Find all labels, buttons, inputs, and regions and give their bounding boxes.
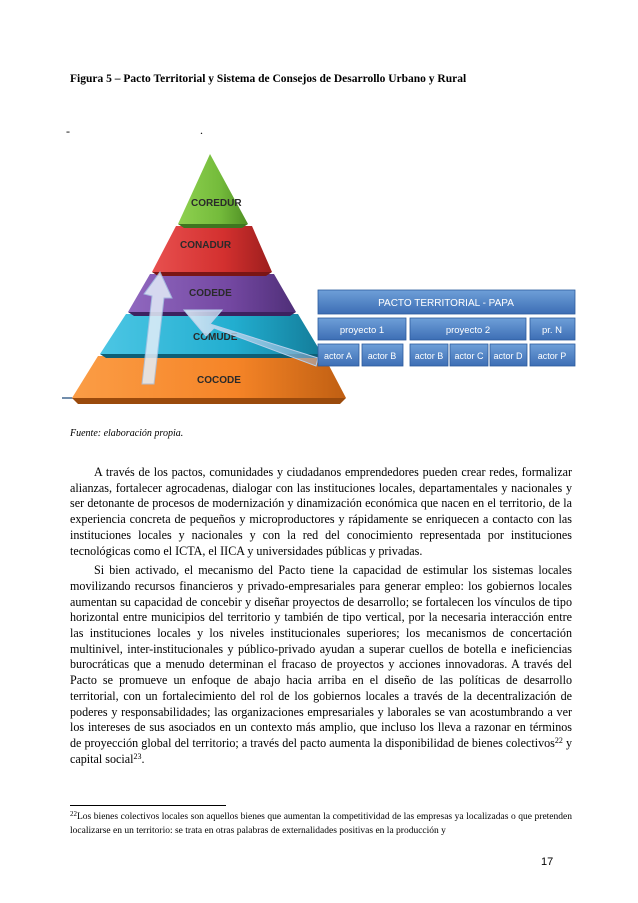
paragraph-2: [70, 563, 572, 767]
paragraph-2-mid: y capital social: [70, 735, 572, 766]
actor-label-2: actor B: [367, 351, 397, 361]
pyramid-layer-conadur: [152, 226, 272, 276]
project-label-1: proyecto 1: [339, 325, 385, 336]
actor-label-5: actor D: [493, 351, 523, 361]
pyramid-label-conadur: CONADUR: [180, 240, 232, 251]
project-label-2: proyecto 2: [445, 325, 491, 336]
footnote-ref-22[interactable]: 22: [554, 735, 563, 745]
stray-dash-mark: -: [66, 124, 70, 138]
pyramid-label-cocode: COCODE: [197, 375, 241, 386]
actor-label-6: actor P: [537, 351, 567, 361]
actor-label-4: actor C: [454, 351, 484, 361]
footnote-22: [70, 811, 572, 838]
pyramid-label-codede: CODEDE: [189, 288, 232, 299]
footnote-number: 22: [70, 810, 77, 818]
actor-label-1: actor A: [323, 351, 353, 361]
paragraph-1: A través de los pactos, comunidades y ciudadanos emprendedores pueden crear redes, formalizar alianzas, fortalecer agrocadenas, dialogar con las instituciones locales, departamentales y nacionales y ser detonante de procesos de modernización y dinamización económica que nacen en el territorio, de la experiencia concreta de pequeños y microproductores y rápidamente se enriquecen a contacto con las instituciones locales y nacionales y con la red del conocimiento representada por instituciones tecnológicas como el ICTA, el IICA y universidades públicas y privadas.: [70, 465, 572, 558]
body-text: [70, 465, 572, 771]
stray-dot-mark: .: [200, 123, 203, 137]
figure-caption: Figura 5 – Pacto Territorial y Sistema de Consejos de Desarrollo Urbano y Rural: [70, 73, 467, 85]
actor-label-3: actor B: [414, 351, 444, 361]
paragraph-2-end: .: [141, 751, 145, 766]
pyramid-label-comude: COMUDE: [193, 332, 238, 343]
page-number: 17: [541, 856, 554, 868]
project-label-n: pr. N: [541, 325, 563, 336]
pyramid-layer-coredur: [178, 154, 248, 228]
paragraph-2-text: Si bien activado, el mecanismo del Pacto tiene la capacidad de estimular los sistemas locales movilizando recursos financieros y privado-empresariales para generar empleo: los gobiernos locales aumentan su capacidad de concebir y diseñar proyectos de desarrollo; se fortalecen los vínculos de tipo horizontal entre municipios del territorio y también de tipo vertical, por la necesaria interacción entre las instituciones locales y los niveles institucionales superiores; los mecanismos de concertación multinivel, inter-institucionales y público-privado ayudan a superar cuellos de botella e ineficiencias burocráticas que a menudo determinan el fracaso de proyectos y acciones innovadoras. A través del Pacto se promueve un enfoque de abajo hacia arriba en el diseño de las políticas de desarrollo territorial, con un fortalecimiento del rol de los gobiernos locales a través de la decentralización de poderes y responsabilidades; las organizaciones empresariales y laborales se van acostumbrando a ver los intereses de sus asociados en un contexto más amplio, que incluso los lleva a razonar en términos de proyección global del territorio; a través del pacto aumenta la disponibilidad de bienes colectivos: [70, 563, 572, 750]
footnote-text: Los bienes colectivos locales son aquellos bienes que aumentan la competitividad de las empresas ya localizadas o que pretenden localizarse en un territorio: se trata en otras palabras de externalidades positivas en la producción y: [70, 812, 572, 836]
pyramid-label-coredur: COREDUR: [191, 198, 242, 209]
pyramid-pact-diagram: [60, 150, 580, 420]
footnote-rule: [70, 805, 226, 806]
pact-territorial-group: [318, 290, 575, 366]
pyramid-layer-cocode: [72, 356, 346, 404]
pact-title: PACTO TERRITORIAL - PAPA: [378, 298, 514, 309]
figure-source: Fuente: elaboración propia.: [70, 428, 184, 439]
footnote-ref-23[interactable]: 23: [133, 751, 142, 761]
